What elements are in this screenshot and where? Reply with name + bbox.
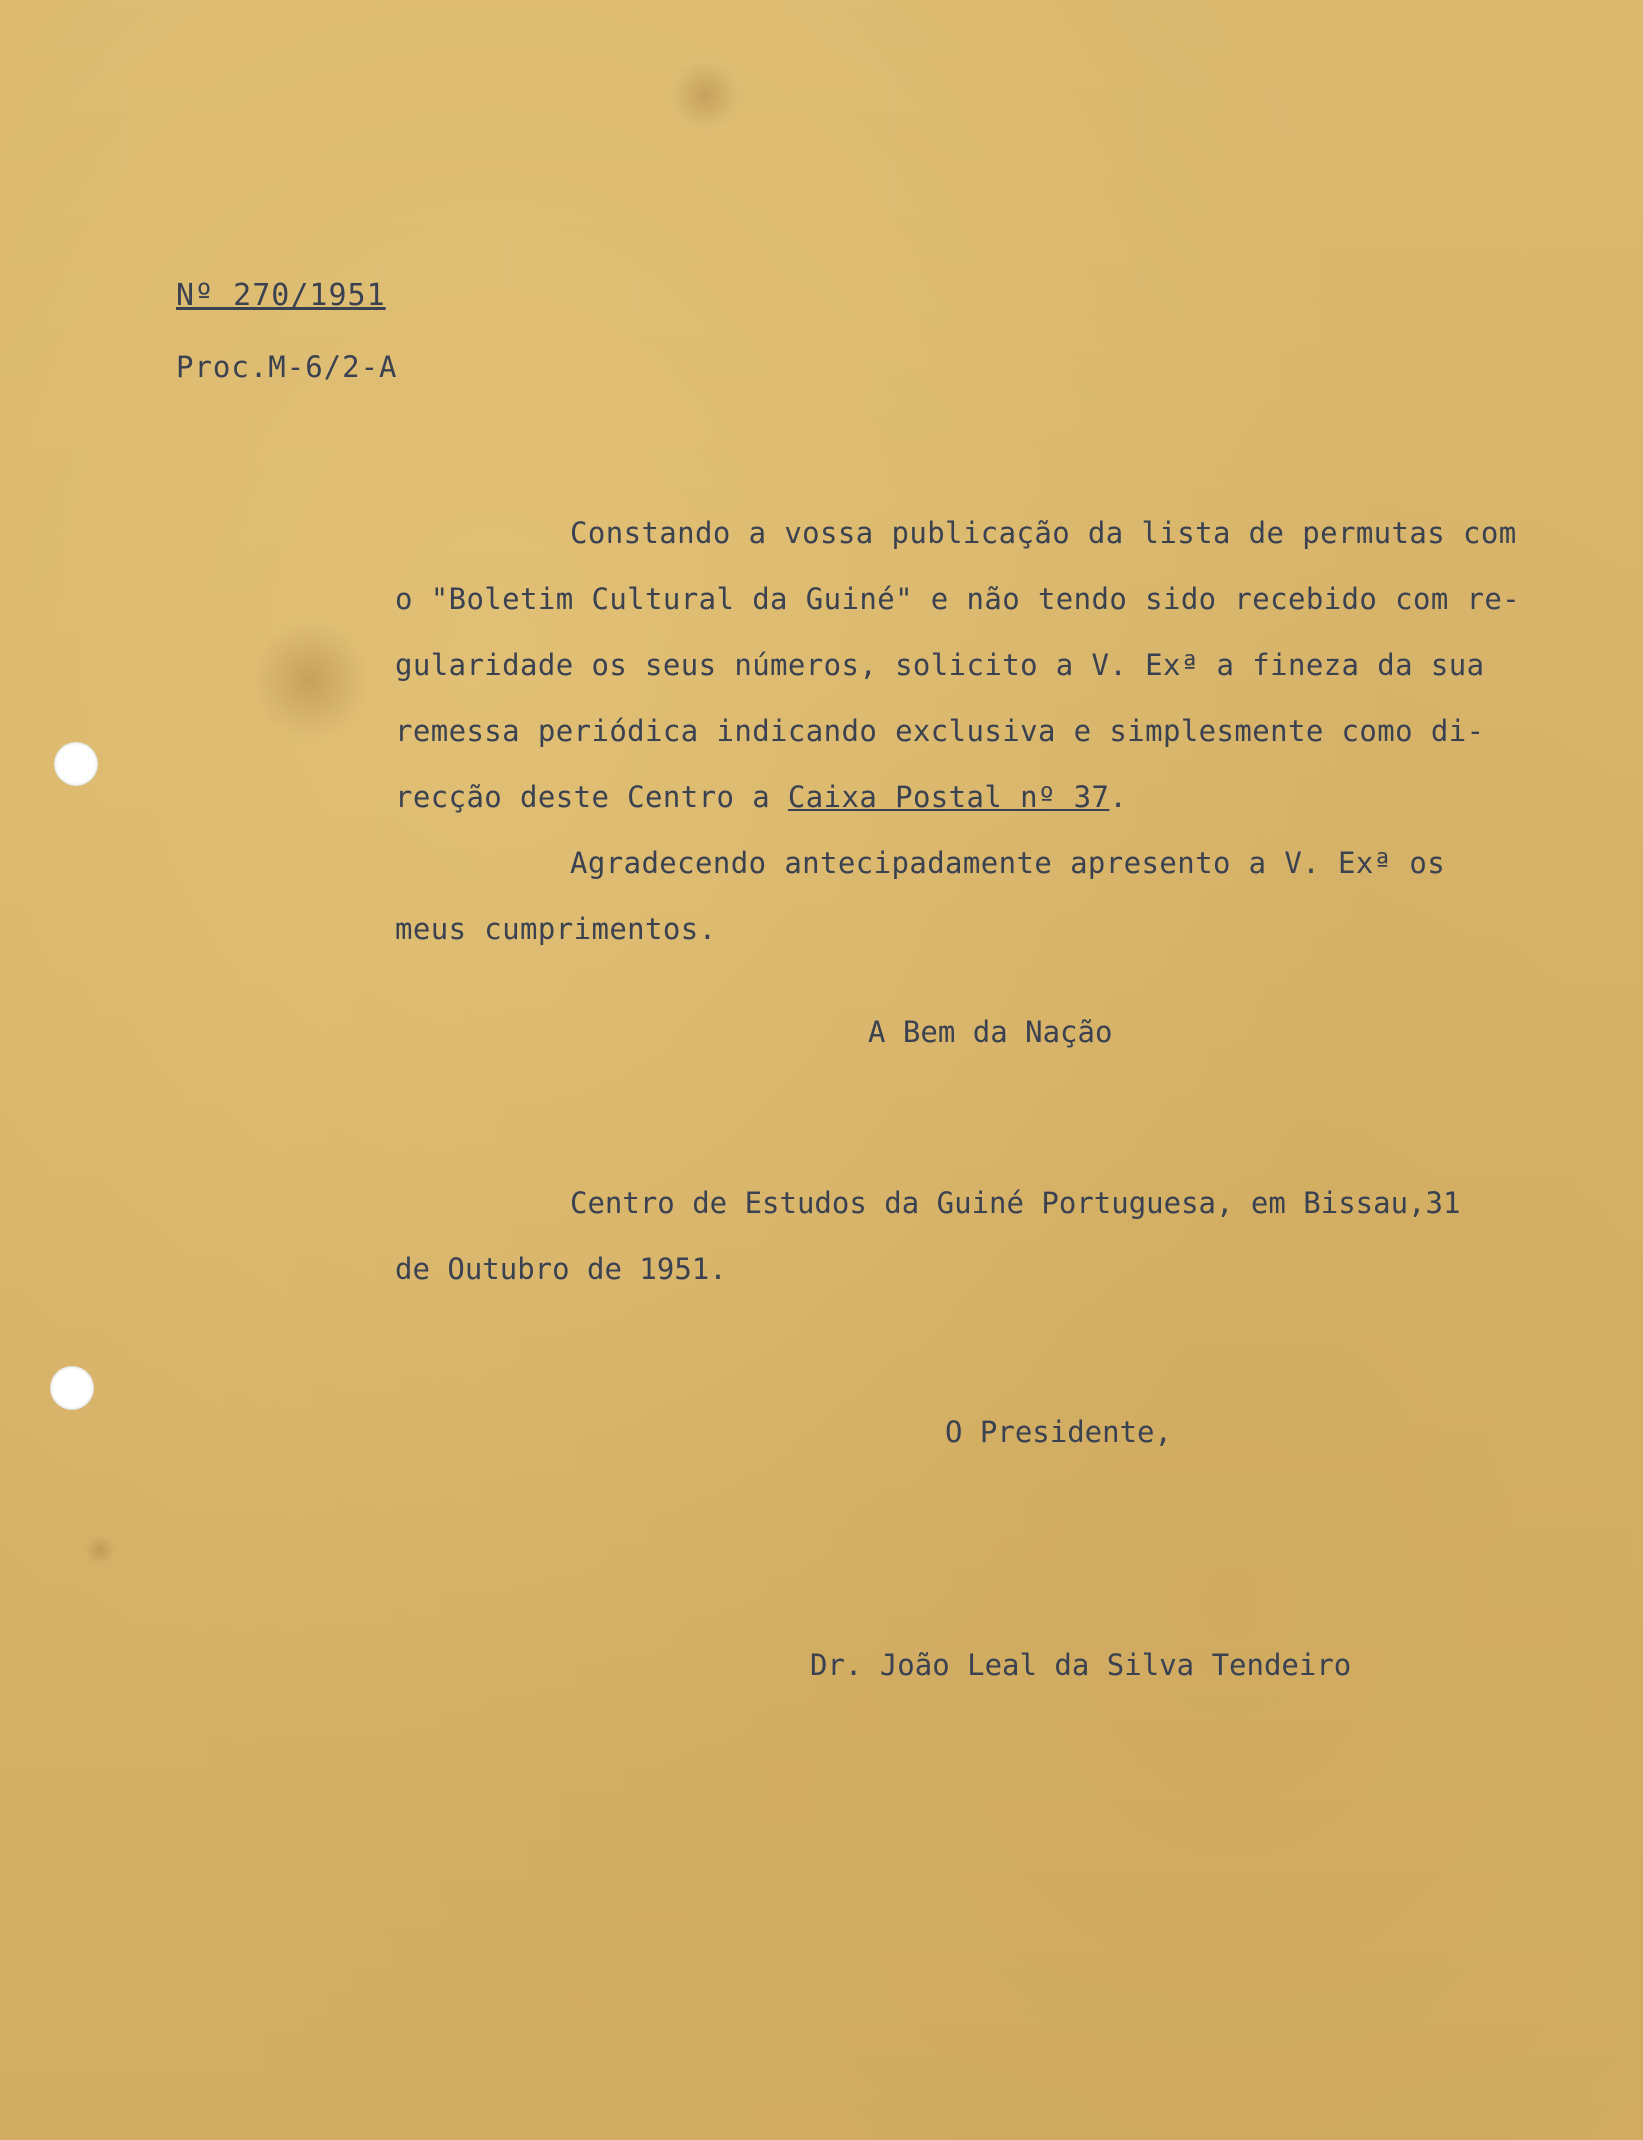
paper-stain <box>250 620 370 740</box>
signatory-title: O Presidente, <box>945 1415 1172 1449</box>
postal-box: Caixa Postal nº 37 <box>787 780 1110 814</box>
text-line: meus cumprimentos. <box>395 912 717 946</box>
text-line: recção deste Centro a Caixa Postal nº 37. <box>395 780 1128 814</box>
text-line: Constando a vossa publicação da lista de permutas com <box>570 516 1517 550</box>
text-line: de Outubro de 1951. <box>395 1252 727 1286</box>
text-line: remessa periódica indicando exclusiva e simplesmente como di- <box>395 714 1485 748</box>
paragraph-request <box>395 500 1625 830</box>
text-line: o "Boletim Cultural da Guiné" e não tendo sido recebido com re- <box>395 582 1521 616</box>
paragraph-thanks <box>395 830 1625 962</box>
punch-hole-top <box>54 742 98 786</box>
paper-stain <box>85 1535 115 1565</box>
process-reference: Proc.M-6/2-A <box>176 350 398 384</box>
punch-hole-bottom <box>50 1366 94 1410</box>
text-line: gularidade os seus números, solicito a V. Exª a fineza da sua <box>395 648 1485 682</box>
text-line: Agradecendo antecipadamente apresento a V. Exª os <box>570 846 1446 880</box>
text-line: Centro de Estudos da Guiné Portuguesa, em Bissau,31 <box>570 1186 1461 1220</box>
closing-salutation: A Bem da Nação <box>868 1015 1113 1049</box>
signatory-name: Dr. João Leal da Silva Tendeiro <box>810 1648 1352 1682</box>
paper-stain <box>670 60 740 130</box>
reference-number: Nº 270/1951 <box>176 278 386 313</box>
place-and-date <box>395 1170 1460 1302</box>
